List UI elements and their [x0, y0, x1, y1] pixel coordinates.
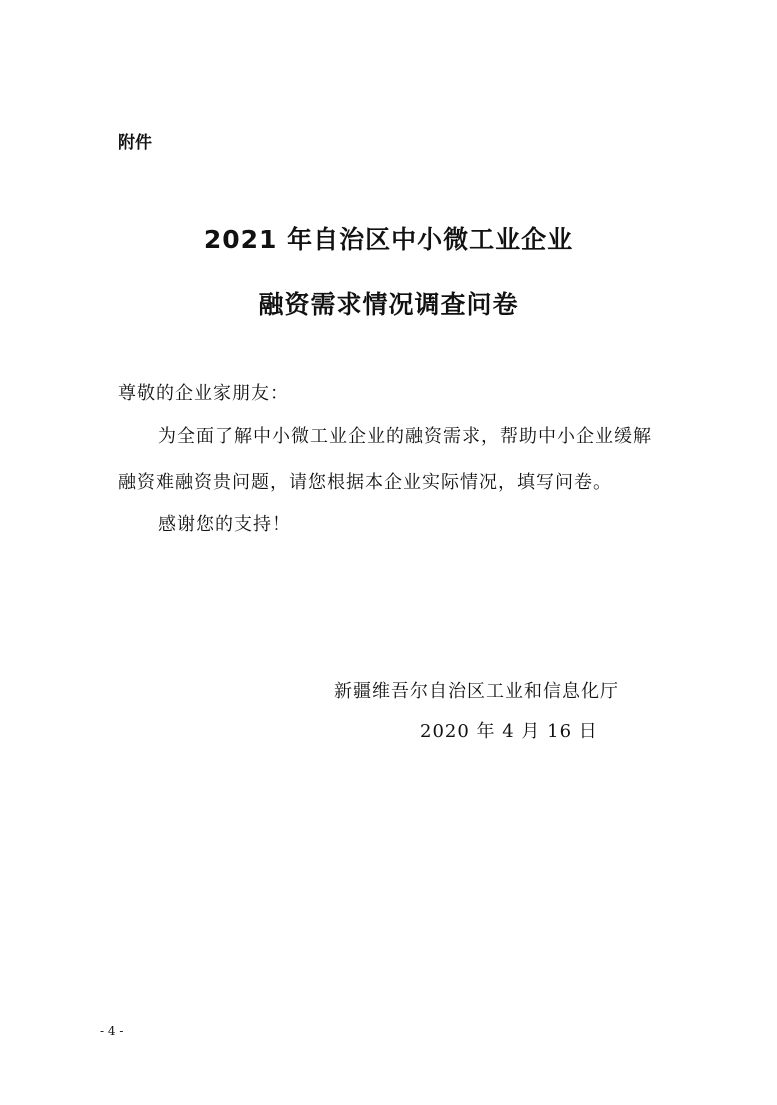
- document-title-line1: 2021 年自治区中小微工业企业: [203, 225, 574, 254]
- issue-date: 2020 年 4 月 16 日: [420, 721, 598, 742]
- page-number: - 4 -: [100, 1024, 124, 1038]
- document-title-line2: 融资需求情况调查问卷: [258, 290, 519, 319]
- thanks-line: 感谢您的支持！: [158, 514, 291, 535]
- body-paragraph-line2: 融资难融资贵问题，请您根据本企业实际情况，填写问卷。: [118, 472, 612, 493]
- body-paragraph-line1: 为全面了解中小微工业企业的融资需求，帮助中小企业缓解: [158, 426, 652, 447]
- salutation: 尊敬的企业家朋友：: [118, 383, 289, 404]
- issuing-organization: 新疆维吾尔自治区工业和信息化厅: [334, 681, 619, 702]
- attachment-label: 附件: [118, 133, 152, 153]
